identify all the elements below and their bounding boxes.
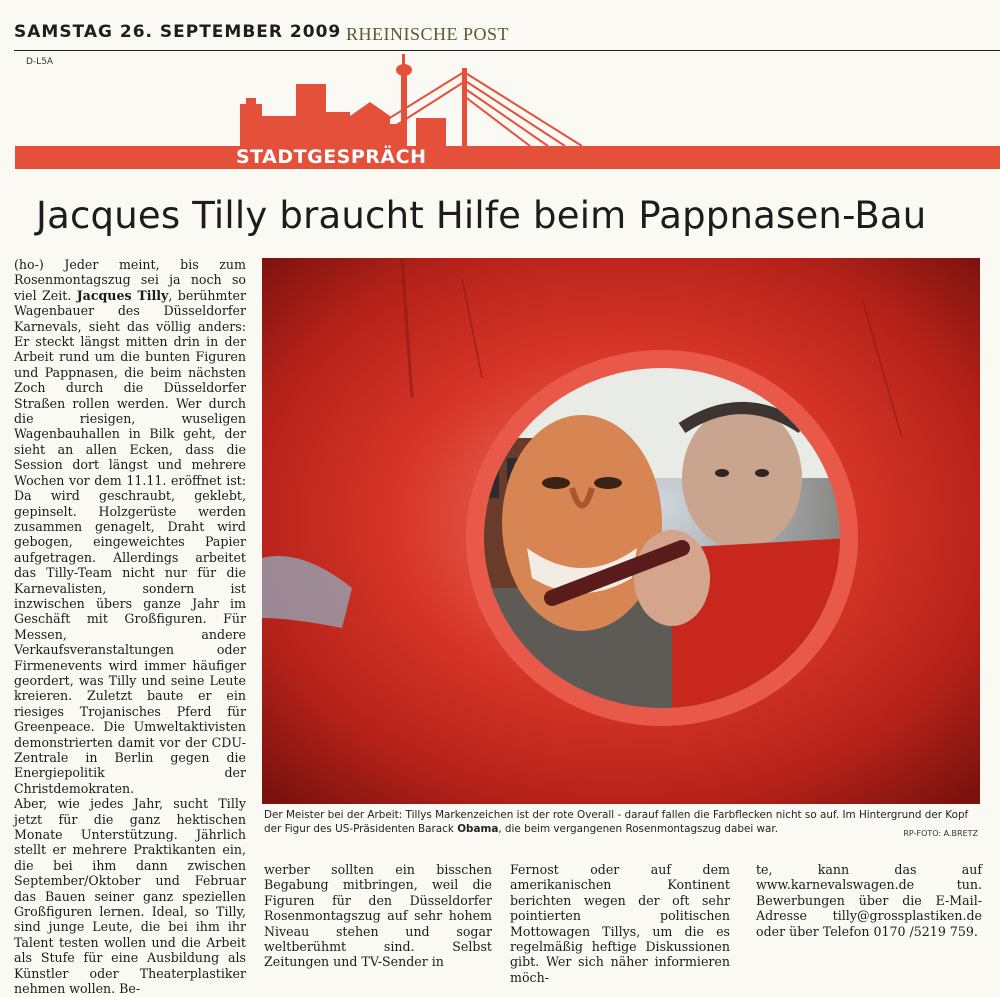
article-paragraph-1 [14, 257, 246, 796]
intro-rest: , berühmter Wagenbauer des Düsseldorfer Karnevals, sieht das völlig anders: Er steckt längst mitten drin in der Arbeit rund um die bunten Figuren und Pappnasen, die beim nächsten Zoch durch die Düsseldorfer Straßen rollen werden. Wer durch die riesigen, wuseligen Wagenbauhallen in Bilk geht, der sieht an allen Ecken, dass die Session dort längst und mehrere Wochen vor dem 11.11. eröffnet ist: Da wird geschraubt, geklebt, gepinselt. Holzgerüste werden zusammen genagelt, Draht wird gebogen, eingeweichtes Papier aufgetragen. Allerdings arbeitet das Tilly-Team nicht nur für die Karnevalisten, sondern ist inzwischen übers ganze Jahr im Geschäft mit Großfiguren. Für Messen, andere Verkaufsveranstaltungen oder Firmenevents wird immer häufiger geordert, was Tilly und seine Leute kreieren. Zuletzt baute er ein riesiges Trojanisches Pferd für Greenpeace. Die Umweltaktivisten demonstrierten damit vor der CDU-Zentrale in Berlin gegen die Energiepolitik der Christdemokraten. [14, 287, 246, 796]
article-paragraph-2: Aber, wie jedes Jahr, sucht Tilly jetzt für die ganz hektischen Monate Unterstützung. Jährlich stellt er mehrere Praktikanten ein, die bei ihm dann zwischen September/Oktober und Februar das Bauen seiner ganz speziellen Großfiguren lernen. Ideal, so Tilly, sind junge Leute, die bei ihm ihr Talent testen wollen und die Arbeit als Stufe für eine Ausbildung als Künstler oder Theaterplastiker nehmen wollen. Be- [14, 796, 246, 997]
caption-text: Der Meister bei der Arbeit: Tillys Markenzeichen ist der rote Overall - darauf fallen die Farbflecken nicht so auf. Im Hintergrund der Kopf der Figur des US-Präsidenten Barack [264, 809, 969, 835]
photo-caption [264, 808, 980, 836]
section-label: STADTGESPRÄCH [236, 146, 427, 168]
article-column-2 [264, 862, 492, 970]
article-photo [262, 258, 980, 804]
intro-text: (ho-) Jeder meint, bis zum Rosenmontagszug sei ja noch so viel Zeit. [14, 257, 246, 303]
city-skyline-graphic [230, 54, 590, 149]
article-column-4 [756, 862, 982, 939]
column-2-text: werber sollten ein bisschen Begabung mitbringen, weil die Figuren für den Düsseldorfer Rosenmontagszug auf sehr hohem Niveau stehen und sogar weltberühmt sind. Selbst Zeitungen und TV-Sender in [264, 862, 492, 970]
caption-text-end: , die beim vergangenen Rosenmontagszug dabei war. [498, 823, 779, 835]
caption-bold-name: Obama [457, 823, 499, 835]
article-column-3 [510, 862, 730, 985]
article-column-1 [14, 257, 246, 997]
column-3-text: Fernost oder auf dem amerikanischen Kontinent berichten wegen der oft sehr pointierten politischen Mottowagen Tillys, um die es regelmäßig heftige Diskussionen gibt. Wer sich näher informieren möch- [510, 862, 730, 985]
article-headline: Jacques Tilly braucht Hilfe beim Pappnasen-Bau [36, 194, 927, 237]
column-4-text: te, kann das auf www.karnevalswagen.de tun. Bewerbungen über die E-Mail-Adresse tilly@grossplastiken.de oder über Telefon 0170 /5219 759. [756, 862, 982, 939]
header-divider [14, 50, 1000, 51]
edition-code: D-L5A [26, 57, 54, 67]
newspaper-name: RHEINISCHE POST [346, 24, 510, 44]
issue-date: SAMSTAG 26. SEPTEMBER 2009 [14, 22, 342, 42]
photo-credit: RP-FOTO: A.BRETZ [903, 829, 978, 838]
person-name: Jacques Tilly [76, 287, 169, 303]
section-banner [15, 146, 1000, 169]
